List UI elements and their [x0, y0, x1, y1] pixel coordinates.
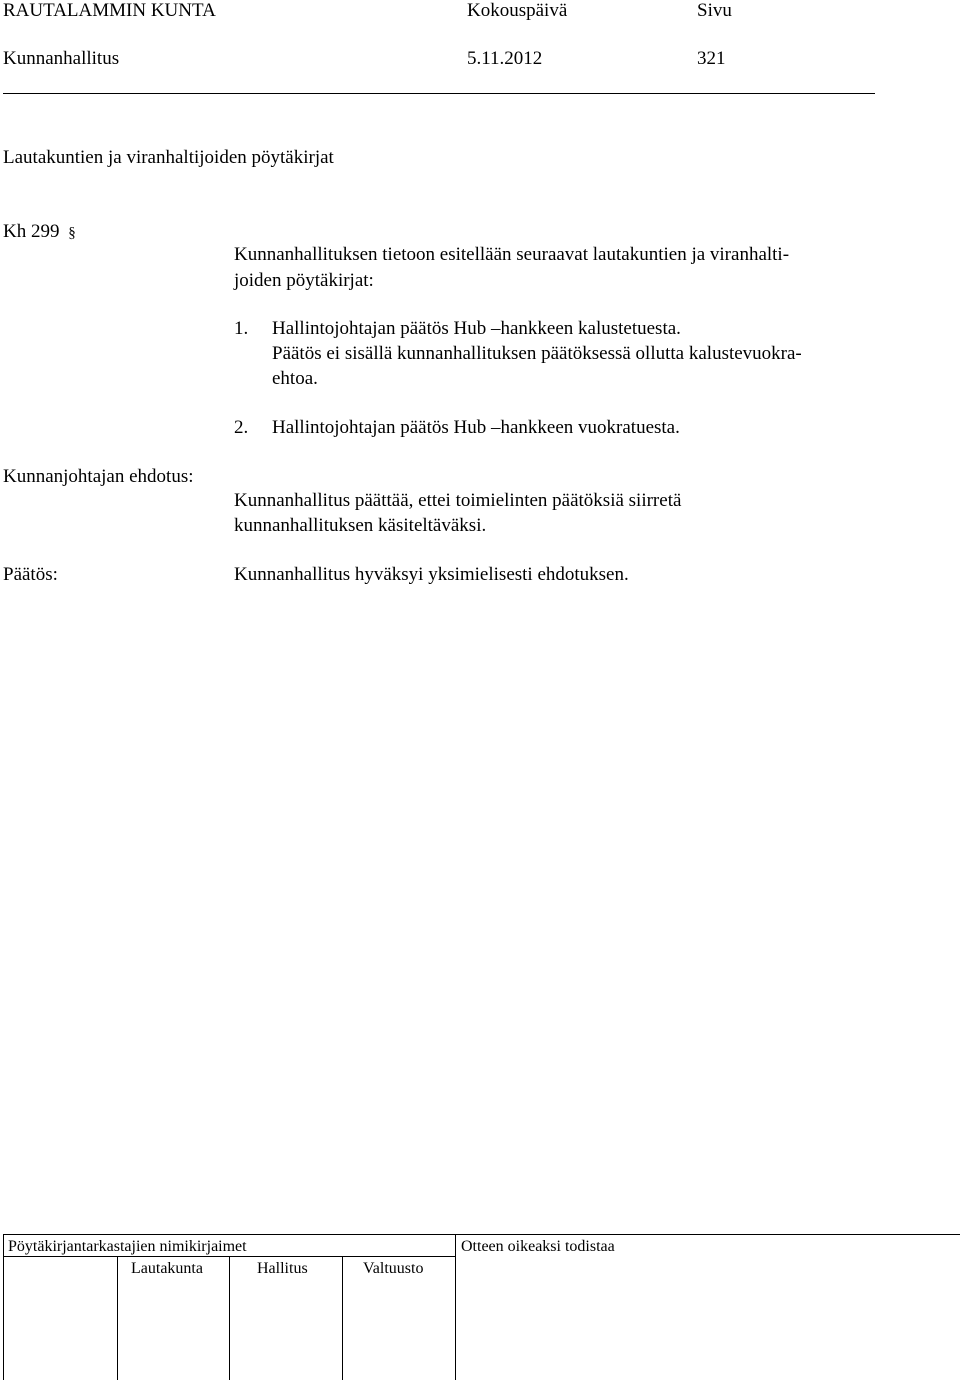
item-1-line-1: Hallintojohtajan päätös Hub –hankkeen kalustetuesta.: [272, 318, 681, 339]
page-number: 321: [697, 48, 726, 69]
column-valtuusto: Valtuusto: [363, 1260, 424, 1277]
column-lautakunta: Lautakunta: [131, 1260, 203, 1277]
section-number-text: Kh 299: [3, 221, 60, 242]
section-sign: §: [68, 225, 76, 241]
proposal-label: Kunnanjohtajan ehdotus:: [3, 466, 194, 487]
page-title: Lautakuntien ja viranhaltijoiden pöytäkirjat: [3, 147, 334, 168]
proposal-line-2: kunnanhallituksen käsiteltäväksi.: [234, 515, 487, 536]
intro-line-2: joiden pöytäkirjat:: [234, 270, 374, 291]
decision-text: Kunnanhallitus hyväksyi yksimielisesti ehdotuksen.: [234, 564, 629, 585]
footer-column-divider-2: [229, 1256, 230, 1380]
item-1-line-2: Päätös ei sisällä kunnanhallituksen päätöksessä ollutta kalustevuokra-: [272, 343, 802, 364]
organization-name: RAUTALAMMIN KUNTA: [3, 0, 216, 21]
section-number: [3, 221, 76, 244]
body-name: Kunnanhallitus: [3, 48, 120, 69]
footer-column-divider-3: [342, 1256, 343, 1380]
inspectors-label: Pöytäkirjantarkastajien nimikirjaimet: [8, 1238, 247, 1255]
item-1-number: 1.: [234, 318, 249, 339]
intro-line-1: Kunnanhallituksen tietoon esitellään seuraavat lautakuntien ja viranhalti-: [234, 244, 790, 265]
proposal-line-1: Kunnanhallitus päättää, ettei toimielinten päätöksiä siirretä: [234, 490, 682, 511]
footer-column-divider-1: [117, 1256, 118, 1380]
item-2-line-1: Hallintojohtajan päätös Hub –hankkeen vuokratuesta.: [272, 417, 680, 438]
header-rule: [3, 93, 875, 94]
footer-top-rule: [3, 1234, 960, 1235]
item-2-number: 2.: [234, 417, 249, 438]
meeting-date: 5.11.2012: [467, 48, 543, 69]
item-1-line-3: ehtoa.: [272, 368, 318, 389]
column-hallitus: Hallitus: [257, 1260, 308, 1277]
certified-label: Otteen oikeaksi todistaa: [461, 1238, 615, 1255]
date-label: Kokouspäivä: [467, 0, 568, 21]
page-label: Sivu: [697, 0, 732, 21]
decision-label: Päätös:: [3, 564, 58, 585]
footer-left-border: [3, 1234, 4, 1380]
footer-middle-divider: [455, 1234, 456, 1380]
